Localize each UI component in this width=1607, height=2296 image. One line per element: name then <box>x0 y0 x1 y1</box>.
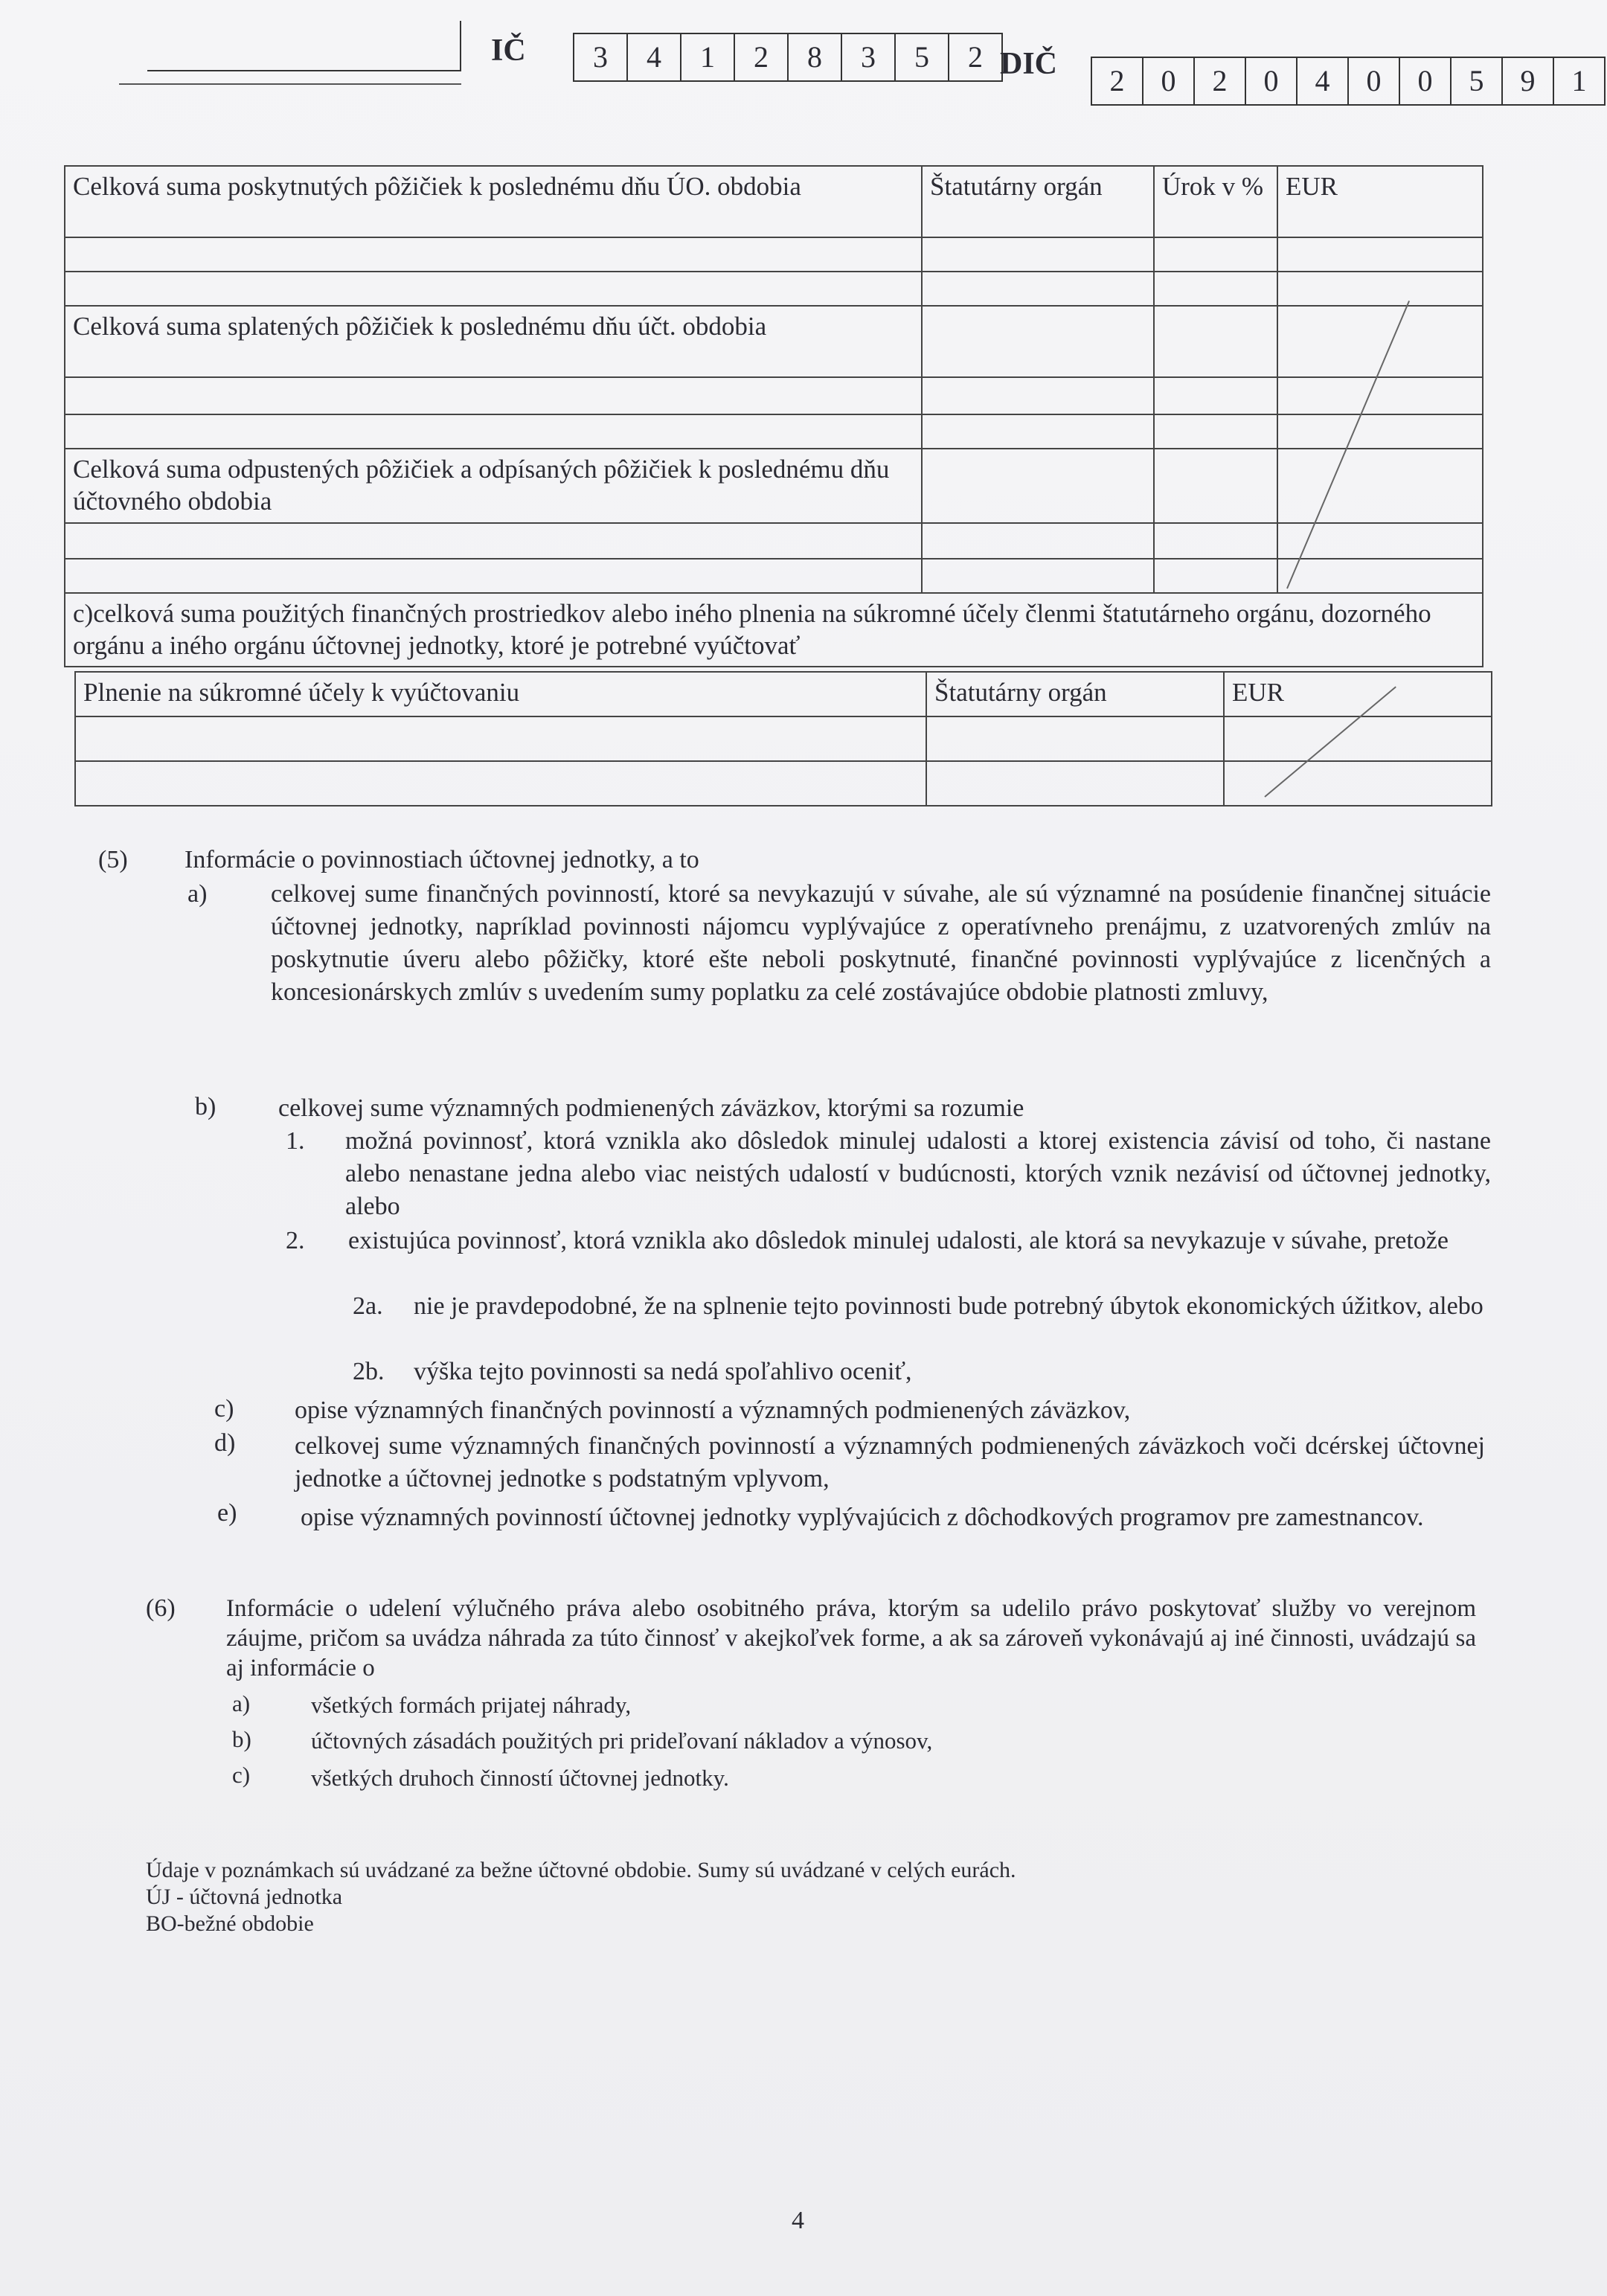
table-cell <box>1154 559 1277 593</box>
blank-header-line <box>119 83 461 85</box>
digit-box: 8 <box>789 34 842 80</box>
digit-box: 4 <box>1298 58 1349 104</box>
table-cell <box>75 761 926 806</box>
section5-d-text: celkovej sume významných finančných povinností a významných podmienených záväzkoch voči dcérskej účtovnej jednotke a účtovnej jednotke s podstatným vplyvom, <box>295 1432 1485 1492</box>
table-cell <box>1154 272 1277 306</box>
digit-box: 2 <box>1092 58 1143 104</box>
col-private-use-header: Plnenie na súkromné účely k vyúčtovaniu <box>75 672 926 716</box>
col-eur-header: EUR <box>1277 166 1483 237</box>
table-cell <box>922 237 1154 272</box>
section-c-description: c)celková suma použitých finančných prostriedkov alebo iného plnenia na súkromné účely členmi štatutárneho orgánu, dozorného orgánu a iného orgánu účtovnej jednotky, ktoré je potrebné vyúčtovať <box>65 593 1483 667</box>
table-cell <box>926 761 1224 806</box>
section6-c-label: c) <box>232 1762 251 1788</box>
table-cell <box>65 523 922 559</box>
section5-c-text: opise významných finančných povinností a významných podmienených záväzkov, <box>295 1396 1131 1424</box>
table-cell <box>65 377 922 414</box>
digit-box: 2 <box>735 34 789 80</box>
dic-label: DIČ <box>1000 47 1058 81</box>
section6-c-text: všetkých druhoch činností účtovnej jednotky. <box>311 1765 729 1791</box>
section5-b2b-label: 2b. <box>353 1358 385 1385</box>
table-cell <box>922 414 1154 449</box>
section5-b2a-label: 2a. <box>353 1292 383 1320</box>
table-cell <box>1224 761 1492 806</box>
section5-e-text: opise významných povinností účtovnej jednotky vyplývajúcich z dôchodkových programov pre zamestnancov. <box>301 1504 1424 1531</box>
table-cell <box>922 377 1154 414</box>
section5-b1-label: 1. <box>286 1127 305 1155</box>
section5-b2a-text: nie je pravdepodobné, že na splnenie tejto povinnosti bude potrebný úbytok ekonomických úžitkov, alebo <box>414 1292 1483 1320</box>
digit-box: 0 <box>1349 58 1400 104</box>
table-cell <box>1154 306 1277 377</box>
col-statutory-header: Štatutárny orgán <box>922 166 1154 237</box>
section6-a-text: všetkých formách prijatej náhrady, <box>311 1692 632 1718</box>
table-cell <box>1277 377 1483 414</box>
loans-table <box>64 165 1483 667</box>
section5-b-label: b) <box>195 1093 216 1120</box>
dic-digit-boxes <box>1091 57 1606 106</box>
table-cell <box>1277 237 1483 272</box>
table-cell <box>1154 237 1277 272</box>
section5-number: (5) <box>98 846 128 873</box>
table-cell <box>1277 414 1483 449</box>
table-cell <box>922 449 1154 523</box>
digit-box: 5 <box>896 34 949 80</box>
digit-box: 3 <box>842 34 896 80</box>
digit-box: 5 <box>1452 58 1503 104</box>
row-provided-loans-label: Celková suma poskytnutých pôžičiek k poslednému dňu ÚO. obdobia <box>65 166 922 237</box>
section5-b2-text: existujúca povinnosť, ktorá vznikla ako dôsledok minulej udalosti, ale ktorá sa nevykazuje v súvahe, pretože <box>348 1227 1449 1254</box>
digit-box: 1 <box>681 34 735 80</box>
table-cell <box>926 716 1224 761</box>
table-cell <box>922 306 1154 377</box>
col-eur-header-2: EUR <box>1224 672 1492 716</box>
table-cell <box>65 272 922 306</box>
digit-box: 0 <box>1143 58 1195 104</box>
section6-text: Informácie o udelení výlučného práva alebo osobitného práva, ktorým sa udelilo právo poskytovať služby vo verejnom záujme, pričom sa uvádza náhrada za túto činnosť v akejkoľvek forme, a ak sa zároveň vykonávajú aj iné činnosti, uvádzajú sa aj informácie o <box>226 1595 1476 1681</box>
table-cell <box>1277 449 1483 523</box>
section6-b-label: b) <box>232 1726 251 1752</box>
blank-header-box <box>147 21 461 71</box>
section6-a-label: a) <box>232 1690 251 1716</box>
section6-number: (6) <box>146 1594 176 1622</box>
table-cell <box>1154 449 1277 523</box>
section5-d-label: d) <box>214 1429 236 1457</box>
footer-bo-abbrev: BO-bežné obdobie <box>146 1911 314 1936</box>
digit-box: 1 <box>1571 64 1587 97</box>
section5-a-text: celkovej sume finančných povinností, ktoré sa nevykazujú v súvahe, ale sú významné na posúdenie finančnej situácie účtovnej jednotky, napríklad povinnosti nájomcu vyplývajúce z operatívneho prenájmu, z uzatvorených zmlúv na poskytnutie úveru alebo pôžičky, ktoré ešte neboli poskytnuté, finančné povinnosti vyplývajúce z licenčných a koncesionárskych zmlúv s uvedením sumy poplatku za celé zostávajúce obdobie platnosti zmluvy, <box>271 880 1491 1006</box>
section5-a-label: a) <box>187 880 208 908</box>
digit-box: 9 <box>1503 58 1554 104</box>
page-number: 4 <box>792 2207 804 2234</box>
table-cell <box>65 559 922 593</box>
section5-b1-text: možná povinnosť, ktorá vznikla ako dôsledok minulej udalosti a ktorej existencia závisí od toho, či nastane alebo nenastane jedna alebo viac neistých udalostí v budúcnosti, ktorých vznik nezávisí od účtovnej jednotky, alebo <box>345 1127 1491 1220</box>
section6-b-text: účtovných zásadách použitých pri prideľovaní nákladov a výnosov, <box>311 1728 933 1754</box>
footer-uj-abbrev: ÚJ - účtovná jednotka <box>146 1885 343 1909</box>
digit-box: 2 <box>1195 58 1246 104</box>
section5-b-text: celkovej sume významných podmienených záväzkov, ktorými sa rozumie <box>278 1094 1024 1122</box>
section5-title: Informácie o povinnostiach účtovnej jednotky, a to <box>185 846 699 873</box>
col-statutory-header-2: Štatutárny orgán <box>926 672 1224 716</box>
table-cell <box>922 272 1154 306</box>
table-cell <box>65 237 922 272</box>
col-interest-header: Úrok v % <box>1154 166 1277 237</box>
row-forgiven-loans-label: Celková suma odpustených pôžičiek a odpísaných pôžičiek k poslednému dňu účtovného obdobia <box>65 449 922 523</box>
table-cell <box>1277 523 1483 559</box>
digit-box: 3 <box>574 34 628 80</box>
table-cell <box>922 559 1154 593</box>
digit-box: 0 <box>1400 58 1452 104</box>
table-cell <box>1277 272 1483 306</box>
row-repaid-loans-label: Celková suma splatených pôžičiek k poslednému dňu účt. obdobia <box>65 306 922 377</box>
table-cell <box>75 716 926 761</box>
digit-box: 4 <box>628 34 681 80</box>
ic-digit-boxes <box>573 33 1003 82</box>
table-cell <box>1154 377 1277 414</box>
digit-box: 2 <box>968 40 983 74</box>
section5-b2b-text: výška tejto povinnosti sa nedá spoľahlivo oceniť, <box>414 1358 912 1385</box>
footer-note: Údaje v poznámkach sú uvádzané za bežne účtovné obdobie. Sumy sú uvádzané v celých eurách. <box>146 1858 1016 1882</box>
table-cell <box>1277 559 1483 593</box>
ic-label: IČ <box>491 33 526 68</box>
table-cell <box>1154 414 1277 449</box>
private-use-table <box>74 671 1492 807</box>
table-cell <box>1224 716 1492 761</box>
table-cell <box>922 523 1154 559</box>
table-cell <box>65 414 922 449</box>
table-cell <box>1154 523 1277 559</box>
section5-b2-label: 2. <box>286 1227 305 1254</box>
section5-c-label: c) <box>214 1395 234 1423</box>
digit-box: 0 <box>1246 58 1298 104</box>
section5-e-label: e) <box>217 1499 237 1527</box>
